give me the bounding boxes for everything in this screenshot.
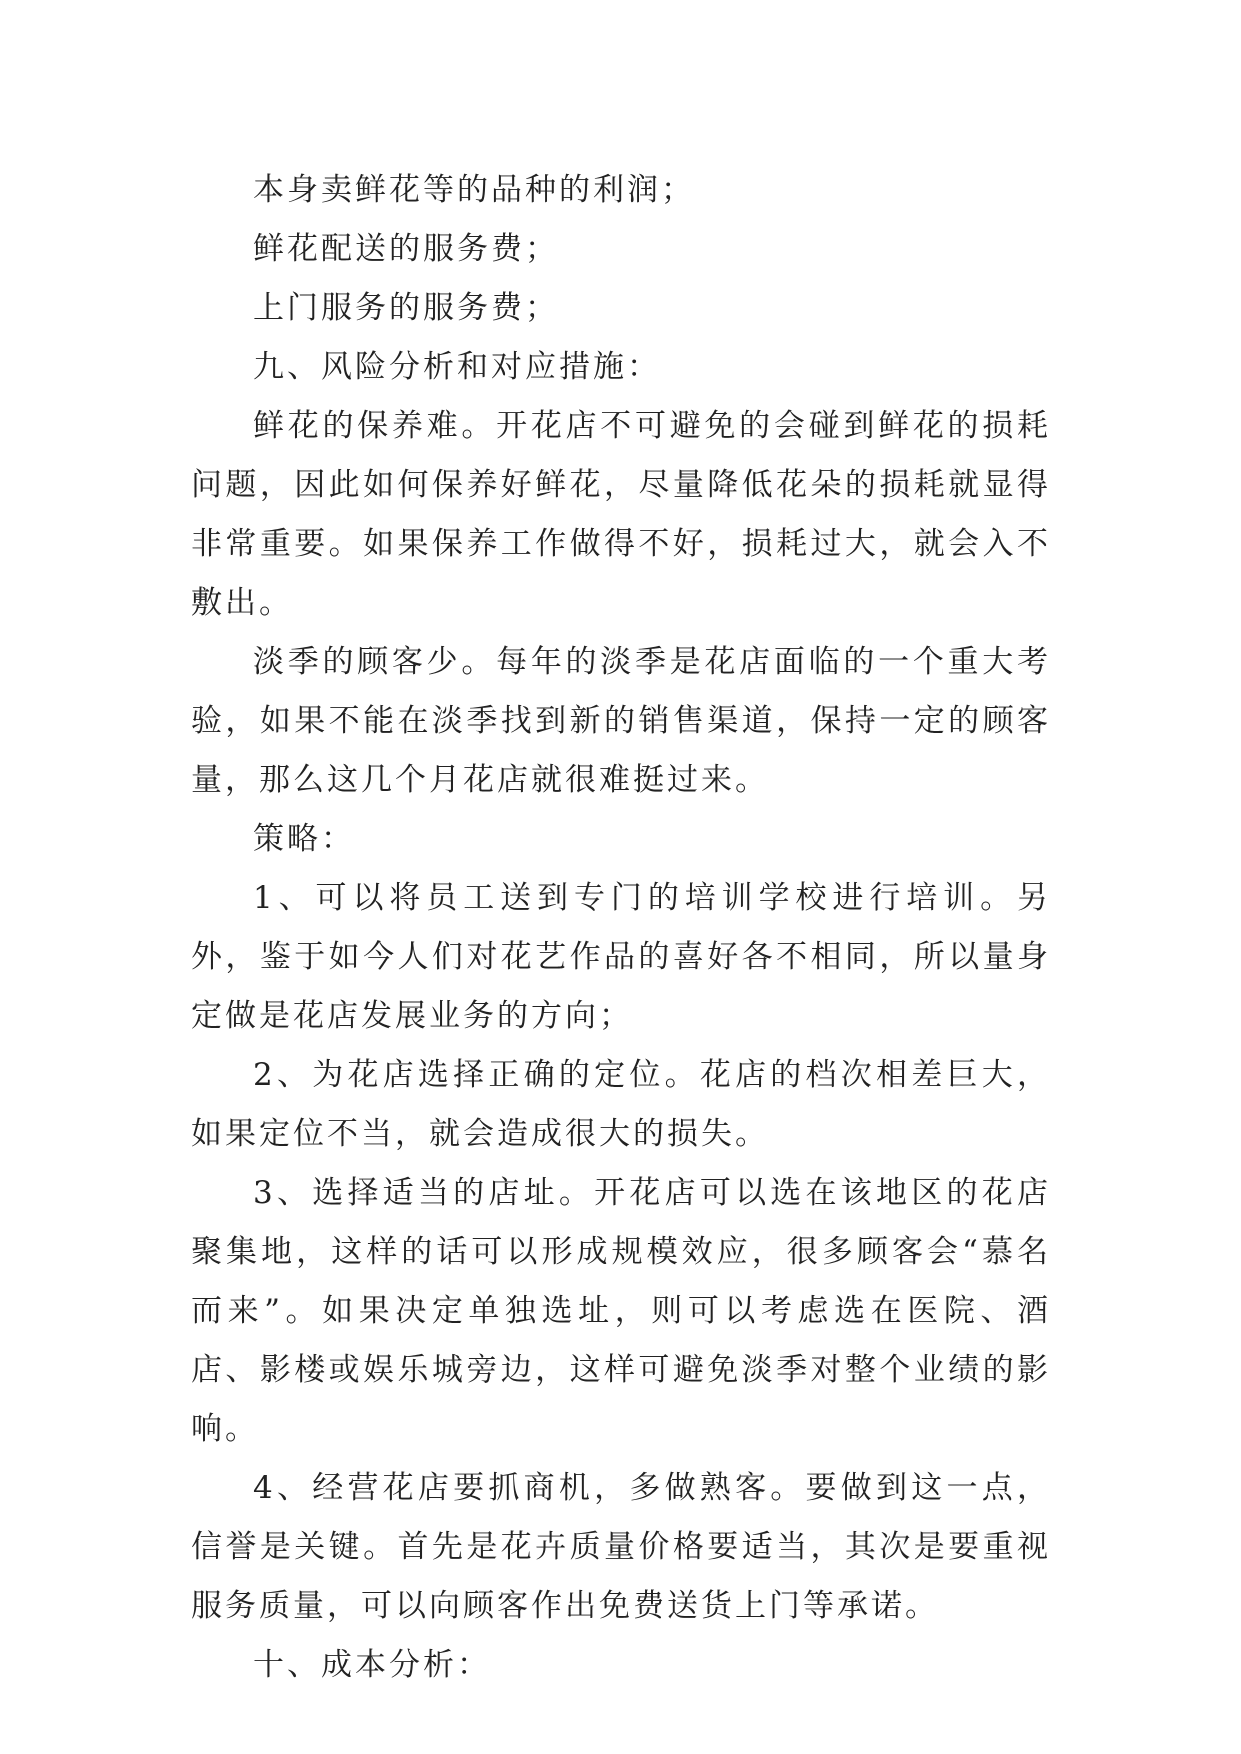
paragraph-off-season: 淡季的顾客少。每年的淡季是花店面临的一个重大考验，如果不能在淡季找到新的销售渠道，保持一定的顾客量，那么这几个月花店就很难挺过来。 <box>191 644 1051 798</box>
section-heading-cost: 十、成本分析： <box>253 1647 491 1683</box>
paragraph-profit-flowers: 本身卖鲜花等的品种的利润； <box>253 172 695 208</box>
paragraph-strategy-1: 1、可以将员工送到专门的培训学校进行培训。另外，鉴于如今人们对花艺作品的喜好各不相同，所以量身定做是花店发展业务的方向； <box>191 880 1051 1034</box>
paragraph-flower-care: 鲜花的保养难。开花店不可避免的会碰到鲜花的损耗问题，因此如何保养好鲜花，尽量降低花朵的损耗就显得非常重要。如果保养工作做得不好，损耗过大，就会入不敷出。 <box>191 408 1051 621</box>
section-heading-strategy: 策略： <box>253 821 355 857</box>
paragraph-strategy-2: 2、为花店选择正确的定位。花店的档次相差巨大，如果定位不当，就会造成很大的损失。 <box>191 1057 1051 1152</box>
paragraph-strategy-3: 3、选择适当的店址。开花店可以选在该地区的花店聚集地，这样的话可以形成规模效应，很多顾客会“慕名而来”。如果决定单独选址，则可以考虑选在医院、酒店、影楼或娱乐城旁边，这样可避免淡季对整个业绩的影响。 <box>191 1175 1051 1447</box>
paragraph-strategy-4: 4、经营花店要抓商机，多做熟客。要做到这一点，信誉是关键。首先是花卉质量价格要适当，其次是要重视服务质量，可以向顾客作出免费送货上门等承诺。 <box>191 1470 1051 1624</box>
document-body <box>191 161 1051 1695</box>
section-heading-risk: 九、风险分析和对应措施： <box>253 349 661 385</box>
paragraph-onsite-fee: 上门服务的服务费； <box>253 290 559 326</box>
paragraph-delivery-fee: 鲜花配送的服务费； <box>253 231 559 267</box>
